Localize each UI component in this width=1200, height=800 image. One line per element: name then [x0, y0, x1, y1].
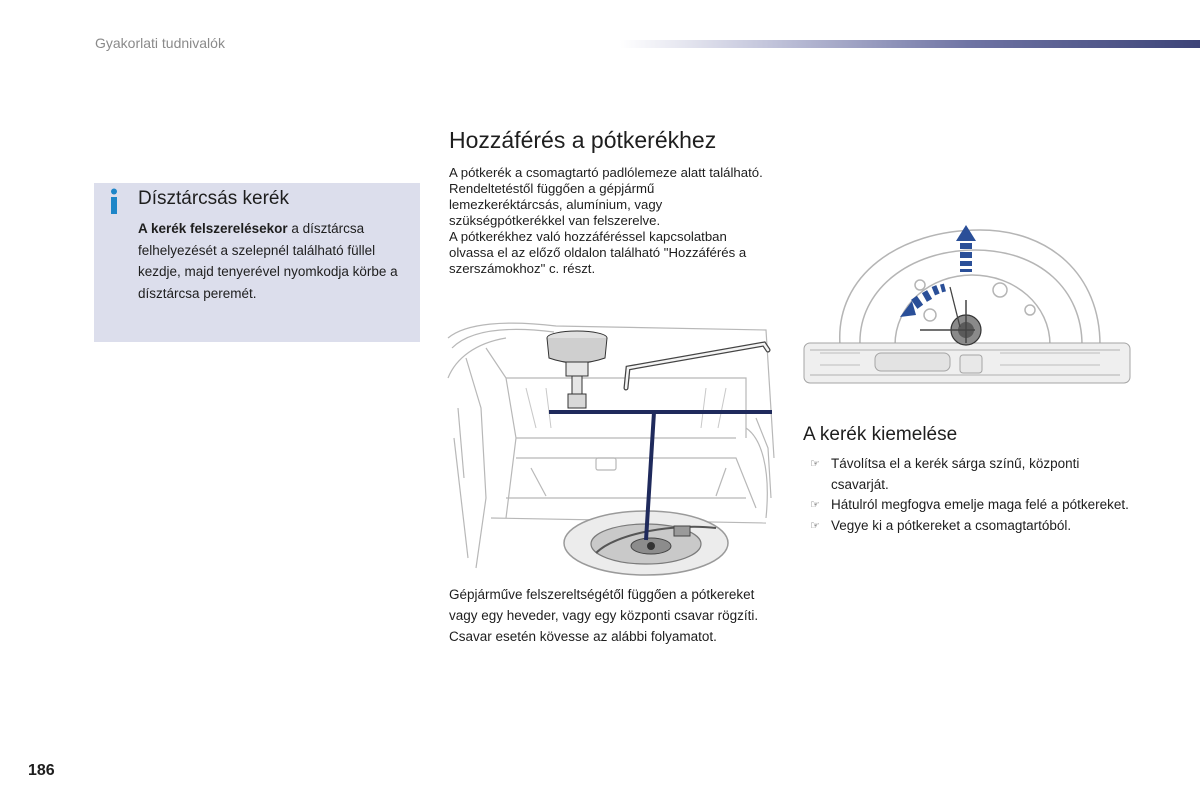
list-item	[808, 454, 1138, 495]
wheel-removal-title: A kerék kiemelése	[803, 424, 958, 445]
strap-or-bolt-note: Gépjárműve felszereltségétől függően a pótkereket vagy egy heveder, vagy egy központi csavar rögzíti. Csavar esetén kövesse az alábbi folyamatot.	[449, 587, 759, 644]
intro-paragraph: A pótkerékhez való hozzáféréssel kapcsolatban olvassa el az előző oldalon található "Hozzáférés a szerszámokhoz" c. részt.	[449, 229, 747, 276]
info-box-body-text: a dísztárcsa felhelyezését a szelepnél található füllel kezdje, majd tenyerével nyomkodja körbe a dísztárcsa peremét.	[138, 221, 398, 301]
intro-paragraphs	[449, 165, 769, 277]
header-section-title: Gyakorlati tudnivalók	[95, 35, 225, 51]
list-item	[808, 495, 1138, 516]
intro-paragraph: A pótkerék a csomagtartó padlólemeze alatt található.	[449, 165, 763, 180]
info-icon	[107, 188, 121, 214]
wheel-removal-steps	[808, 454, 1138, 536]
info-box-body-bold: A kerék felszerelésekor	[138, 221, 288, 236]
pointing-hand-icon: ☞	[810, 499, 820, 511]
header-gradient-bar	[620, 40, 1200, 48]
info-box-body	[138, 218, 413, 304]
pointing-hand-icon: ☞	[810, 519, 820, 532]
step-text: Távolítsa el a kerék sárga színű, központi csavarját.	[831, 456, 1080, 492]
trunk-spare-wheel-illustration	[446, 318, 776, 576]
page-number: 186	[28, 762, 55, 779]
step-text: Vegye ki a pótkereket a csomagtartóból.	[831, 517, 1072, 533]
list-item	[808, 516, 1138, 537]
intro-paragraph: Rendeltetéstől függően a gépjármű lemezkeréktárcsás, alumínium, vagy szükségpótkerékkel van felszerelve.	[449, 181, 663, 228]
pointing-hand-icon: ☞	[810, 458, 820, 470]
info-box-title: Dísztárcsás kerék	[138, 188, 289, 209]
section-title: Hozzáférés a pótkerékhez	[449, 127, 717, 153]
step-text: Hátulról megfogva emelje maga felé a pótkereket.	[831, 497, 1129, 512]
wheel-bolt-removal-illustration	[800, 215, 1132, 390]
